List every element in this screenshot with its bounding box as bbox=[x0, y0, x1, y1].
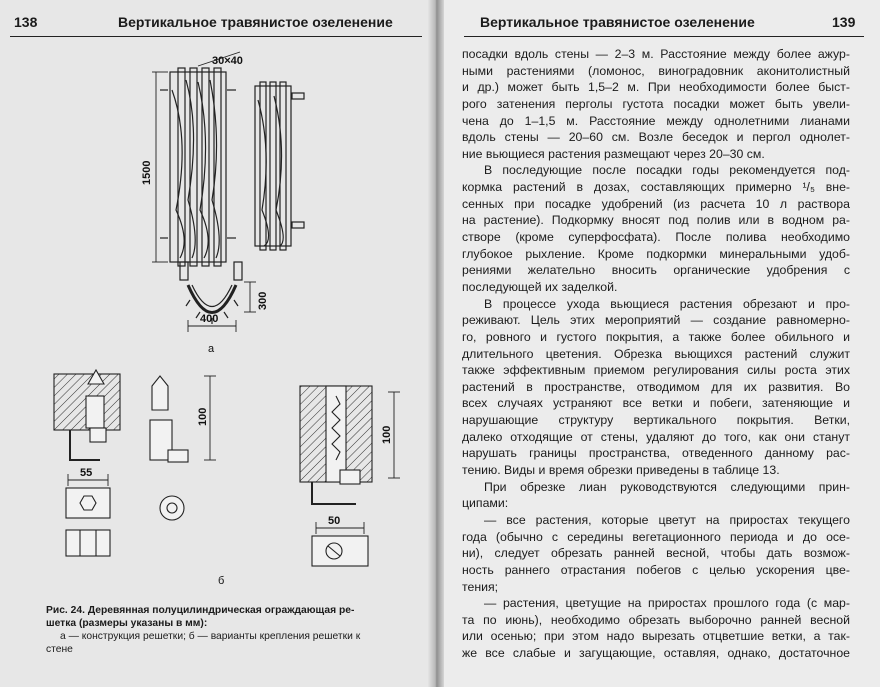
caption-title-line2: шетка (размеры указаны в мм): bbox=[46, 618, 208, 629]
caption-desc-line2: стене bbox=[46, 644, 73, 655]
dim-section-label: 30×40 bbox=[212, 55, 243, 67]
book-spine bbox=[428, 0, 444, 687]
text-line: При обрезке лиан руководствуются следующими прин- bbox=[484, 479, 850, 494]
text-line: тения; bbox=[462, 579, 499, 594]
text-line: также эффективным приемом регулирования силы роста этих bbox=[462, 363, 850, 378]
text-line: нарушать границы пространства, отведенного данному рас- bbox=[462, 446, 850, 461]
text-line: ципами: bbox=[462, 496, 509, 511]
dim-height-label: 1500 bbox=[141, 160, 153, 185]
text-line: кормка растений в дозах, составляющих примерно ¹/₅ вне- bbox=[462, 180, 850, 195]
text-line: ни), следует обрезать ранней весной, чтобы дать возмож- bbox=[462, 546, 850, 561]
text-line: — все растения, которые цветут на приростах текущего bbox=[484, 512, 850, 527]
text-line: глубокое рыхление. Кроме подкормки минеральными удоб- bbox=[462, 246, 850, 261]
caption-title-line1: Рис. 24. Деревянная полуцилиндрическая ограждающая ре- bbox=[46, 605, 355, 616]
dim-right-width-label: 50 bbox=[328, 515, 341, 527]
text-line: ность раннего отрастания побегов с целью ускорения цве- bbox=[462, 562, 850, 577]
figure-caption bbox=[46, 604, 426, 656]
text-line: рого затенения перголы густота посадки может быть увели- bbox=[462, 96, 850, 111]
text-line: последующей их заделкой. bbox=[462, 279, 618, 294]
text-line: вдоль стены — 20–60 см. Возле беседок и пергол однолет- bbox=[462, 130, 850, 145]
text-line: далеко отходящие от стены, удаляют до того, как они станут bbox=[462, 429, 850, 444]
text-line: нарушающие структуру вертикального покрытия. Ветки, bbox=[462, 413, 850, 428]
left-header-title: Вертикальное травянистое озеленение bbox=[118, 14, 393, 30]
text-line: всех случаях устраняют все ветки и побеги, затеняющие и bbox=[462, 396, 850, 411]
text-line: та по июнь), необходимо обрезать выборочно ранней весной bbox=[462, 612, 850, 627]
text-line: растений в пространстве, отводимом для их развития. Во bbox=[462, 379, 850, 394]
dim-left-width-label: 55 bbox=[80, 467, 93, 479]
text-line: ние вьющиеся растения размещают через 20–30 см. bbox=[462, 146, 765, 161]
dim-right-height-label: 100 bbox=[381, 425, 393, 444]
text-line: посадки вдоль стены — 2–3 м. Расстояние между более ажур- bbox=[462, 47, 850, 61]
part-b-label: б bbox=[218, 575, 225, 587]
text-line: чена до 1–1,5 м. Расстояние между однолетними лианами bbox=[462, 113, 850, 128]
dim-width-label: 400 bbox=[200, 313, 219, 325]
fastening-variants-drawing bbox=[0, 0, 436, 600]
text-line: на растение). Подкормку вносят под полив или в водном ра- bbox=[462, 213, 850, 228]
text-line: длительного цветения. Обрезка вьющихся растений служит bbox=[462, 346, 850, 361]
right-page-body bbox=[462, 46, 850, 662]
text-line: В последующие после посадки годы рекомендуется под- bbox=[484, 163, 850, 178]
left-page-number: 138 bbox=[14, 14, 38, 30]
text-line: створе (кроме суперфосфата). После полива необходимо bbox=[462, 230, 850, 245]
right-page-number: 139 bbox=[832, 14, 856, 30]
text-line: ными растениями (ломонос, виноградовник аконитолистный bbox=[462, 63, 850, 78]
text-line: рениями желательно вносить органические удобрения с bbox=[462, 263, 850, 278]
text-line: реживают. Цель этих мероприятий — создание равномерно- bbox=[462, 313, 850, 328]
right-header-rule bbox=[464, 36, 864, 37]
part-a-label: а bbox=[208, 343, 215, 355]
text-line: — растения, цветущие на приростах прошлого года (с мар- bbox=[484, 596, 850, 611]
text-line: В процессе ухода вьющиеся растения обрезают и про- bbox=[484, 296, 850, 311]
left-page bbox=[0, 0, 436, 687]
text-line: же все слабые и загущающие, оставляя, однако, достаточное bbox=[462, 646, 850, 661]
text-line: года (обычно с середины вегетационного периода и до осе- bbox=[462, 529, 850, 544]
dim-left-height-label: 100 bbox=[197, 407, 209, 426]
right-header-title: Вертикальное травянистое озеленение bbox=[480, 14, 755, 30]
text-line: тению. Виды и время обрезки приведены в таблице 13. bbox=[462, 463, 780, 478]
text-line: го, ровного и густого покрытия, а также более обильного и bbox=[462, 329, 850, 344]
caption-desc-line1: а — конструкция решетки; б — варианты крепления решетки к bbox=[60, 631, 361, 642]
text-line: и др.) может быть 1,5–2 м. При необходимости более быст- bbox=[462, 80, 850, 95]
text-line: сенных при посадке удобрений (из расчета 10 л раствора bbox=[462, 196, 850, 211]
dim-depth-label: 300 bbox=[257, 291, 269, 310]
text-line: или осенью; при этом надо вырезать отцветшие ветки, а так- bbox=[462, 629, 850, 644]
